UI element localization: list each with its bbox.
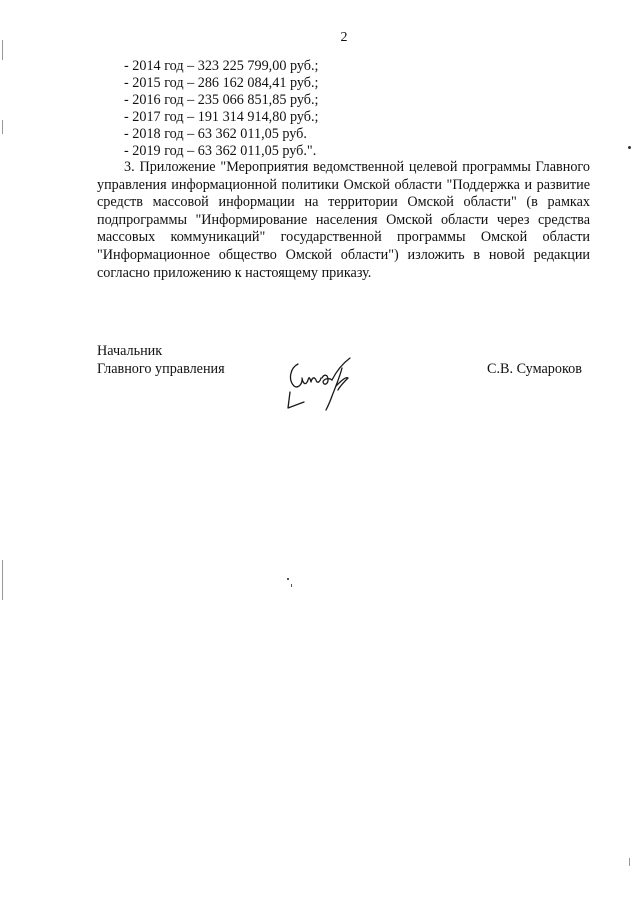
funding-line: - 2019 год – 63 362 011,05 руб.". xyxy=(124,143,317,159)
funding-line: - 2017 год – 191 314 914,80 руб.; xyxy=(124,109,319,125)
funding-line: - 2015 год – 286 162 084,41 руб.; xyxy=(124,75,319,91)
scan-mark xyxy=(2,560,3,600)
funding-list xyxy=(124,58,319,160)
signature-icon xyxy=(284,356,364,417)
funding-line: - 2018 год – 63 362 011,05 руб. xyxy=(124,126,307,142)
signatory-title-line2: Главного управления xyxy=(97,361,225,377)
scan-mark xyxy=(629,858,630,866)
signatory-title xyxy=(97,342,225,378)
scan-mark xyxy=(2,40,3,60)
page-number: 2 xyxy=(340,30,348,45)
funding-line: - 2016 год – 235 066 851,85 руб.; xyxy=(124,92,319,108)
scan-mark xyxy=(2,120,3,134)
signatory-name: С.В. Сумароков xyxy=(487,361,582,377)
scan-mark xyxy=(291,584,292,587)
scan-mark xyxy=(628,146,631,149)
signatory-title-line1: Начальник xyxy=(97,343,163,359)
paragraph-3: 3. Приложение "Мероприятия ведомственной целевой программы Главного управления информационной политики Омской области "Поддержка и развитие средств массовой информации на территории Омской области" (в рамках подпрограммы "Информирование населения Омской области через средства массовых коммуникаций" государственной программы Омской области "Информационное общество Омской области") изложить в новой редакции согласно приложению к настоящему приказу. xyxy=(97,159,590,281)
scan-mark xyxy=(287,578,289,580)
funding-line: - 2014 год – 323 225 799,00 руб.; xyxy=(124,58,319,74)
